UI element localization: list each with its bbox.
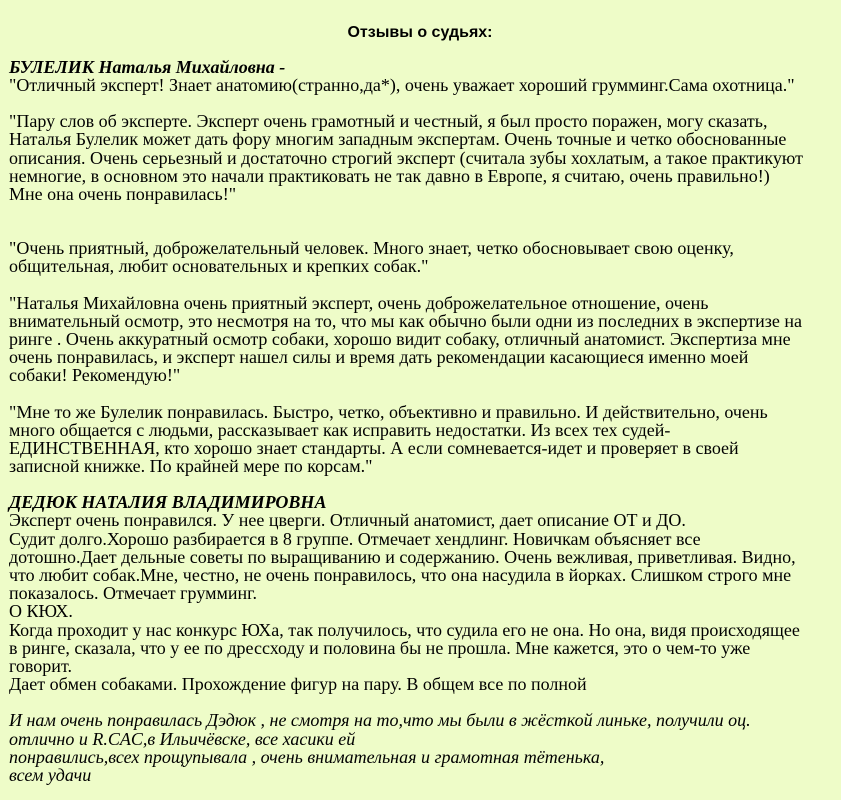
italic-review bbox=[9, 711, 831, 784]
review-line: Дает обмен собаками. Прохождение фигур на пару. В общем все по полной bbox=[9, 674, 587, 695]
review-line: "Отличный эксперт! Знает анатомию(странно,да*), очень уважает хороший грумминг.Сама охотница." bbox=[9, 75, 795, 95]
page-title: Отзывы о судьях: bbox=[347, 24, 493, 41]
review-line: О КЮХ. bbox=[9, 601, 73, 622]
review bbox=[9, 294, 831, 385]
spacer bbox=[9, 475, 831, 493]
review-line: много общается с людьми, рассказывает как исправить недостатки. Из всех тех судей- bbox=[9, 419, 671, 440]
review-line: записной книжке. По крайней мере по корсам." bbox=[9, 456, 373, 477]
review-line: общительная, любит основательных и крепких собак." bbox=[9, 256, 429, 277]
spacer bbox=[9, 276, 831, 294]
review-line: понравились,всех прощупывала , очень внимательная и грамотная тётенька, bbox=[9, 746, 605, 767]
spacer bbox=[9, 693, 831, 711]
review-line: что любит собак.Мне, честно, не очень понравилось, что она насудила в йорках. Слишком строго мне bbox=[9, 565, 792, 586]
spacer bbox=[9, 94, 831, 112]
review-line: ринге . Очень аккуратный осмотр собаки, хорошо видит собаку, отличный анатомист. Экспертиза мне bbox=[9, 329, 791, 350]
review-line: всем удачи bbox=[9, 765, 92, 786]
review bbox=[9, 239, 831, 275]
review-line: ЕДИНСТВЕННАЯ, кто хорошо знает стандарты. А если сомневается-идет и проверяет в своей bbox=[9, 438, 739, 459]
review-line: И нам очень понравилась Дэдюк , не смотря на то,что мы были в жёсткой линьке, получили оц. bbox=[9, 710, 751, 731]
judge-section-dedyuk bbox=[9, 493, 831, 784]
review-line: дотошно.Дает дельные советы по выращиванию и содержанию. Очень вежливая, приветливая. Видно, bbox=[9, 546, 796, 567]
judge-name: ДЕДЮК НАТАЛИЯ ВЛАДИМИРОВНА bbox=[9, 492, 327, 513]
review-line: говорит. bbox=[9, 656, 72, 677]
review-line: описания. Очень серьезный и достаточно строгий эксперт (считала зубы хохлатым, а такое практикуют bbox=[9, 147, 803, 168]
review-line: "Пару слов об эксперте. Эксперт очень грамотный и честный, я был просто поражен, могу сказать, bbox=[9, 111, 768, 132]
judge-section-bulelik bbox=[9, 58, 831, 475]
review-line: собаки! Рекомендую!" bbox=[9, 365, 181, 386]
review-line: отлично и R.CAC,в Ильичёвске, все хасики ей bbox=[9, 728, 356, 749]
review bbox=[9, 112, 831, 203]
review-line: Наталья Булелик может дать фору многим западным экспертам. Очень точные и четко обоснованные bbox=[9, 129, 787, 150]
judge-name: БУЛЕЛИК Наталья Михайловна - bbox=[9, 57, 286, 77]
review-line: Когда проходит у нас конкурс ЮХа, так получилось, что судила его не она. Но она, видя происходящее bbox=[9, 619, 800, 640]
spacer bbox=[9, 385, 831, 403]
review-line: в ринге, сказала, что у ее по дрессходу и половина бы не прошла. Мне кажется, это о чем-то уже bbox=[9, 637, 751, 658]
review-line: Судит долго.Хорошо разбирается в 8 группе. Отмечает хендлинг. Новичкам объясняет все bbox=[9, 528, 701, 549]
review-line: "Наталья Михайловна очень приятный эксперт, очень доброжелательное отношение, очень bbox=[9, 292, 709, 313]
review bbox=[9, 403, 831, 476]
review-line: "Очень приятный, доброжелательный человек. Много знает, четко обосновывает свою оценку, bbox=[9, 238, 734, 259]
review-line: внимательный осмотр, это несмотря на то, что мы как обычно были одни из последних в экспертизе на bbox=[9, 310, 802, 331]
spacer bbox=[9, 203, 831, 239]
review-line: Эксперт очень понравился. У нее цверги. Отличный анатомист, дает описание ОТ и ДО. bbox=[9, 510, 686, 531]
review-line: немногие, в основном это начали практиковать не так давно в Европе, я считаю, очень правильно!) bbox=[9, 165, 770, 186]
review bbox=[9, 76, 831, 94]
review bbox=[9, 511, 831, 693]
review-line: Мне она очень понравилась!" bbox=[9, 184, 237, 205]
review-line: очень понравилась, и эксперт нашел силы и время дать рекомендации касающиеся именно моей bbox=[9, 347, 749, 368]
review-line: показалось. Отмечает грумминг. bbox=[9, 583, 257, 604]
review-line: "Мне то же Булелик понравилась. Быстро, четко, объективно и правильно. И действительно, очень bbox=[9, 401, 768, 422]
